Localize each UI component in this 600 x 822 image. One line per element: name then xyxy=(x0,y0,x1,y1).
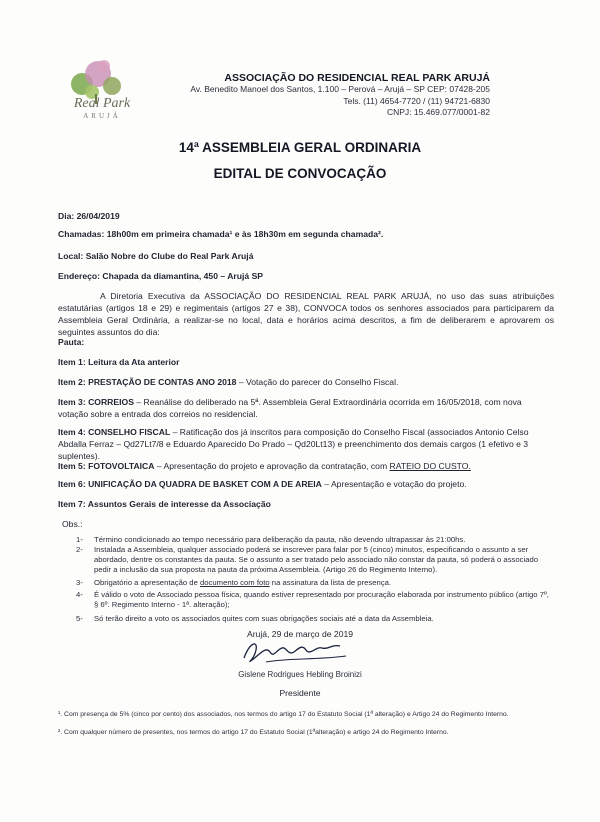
obs-item-3 xyxy=(0,578,600,590)
item-head: Item 2: PRESTAÇÃO DE CONTAS ANO 2018 xyxy=(58,377,237,387)
handwritten-signature xyxy=(236,636,356,670)
date-place: Arujá, 29 de março de 2019 xyxy=(246,629,354,639)
logo-city: ARUJÁ xyxy=(83,112,121,120)
agenda-item-6 xyxy=(58,478,554,490)
item-text: – Ratificação dos já inscritos para composição do Conselho Fiscal (associados Antonio Celso Abdalla Ferraz – Qd27Lt7/8 e Eduardo Aparecido Do Prado – Qd20Lt13) e preenchimento dos demais cargos (1 efetivo e 3 suplentes). xyxy=(58,427,529,461)
signer-role: Presidente xyxy=(279,688,321,698)
obs-item-4 xyxy=(0,590,600,612)
obs-label: Obs.: xyxy=(62,519,83,529)
item-text: – Apresentação e votação do projeto. xyxy=(321,479,467,489)
agenda-item-7 xyxy=(58,498,554,510)
obs-num: 4- xyxy=(76,590,83,599)
pauta-label: Pauta: xyxy=(58,337,85,347)
letterhead xyxy=(150,72,490,119)
agenda-item-4 xyxy=(58,426,554,462)
obs-item-5 xyxy=(0,614,600,626)
obs-text: Instalada a Assembleia, qualquer associado poderá se inscrever para falar por 5 (cinco) minutos, especificando o assunto a ser abordado, dentre os constantes da pauta. Se o assunto a ser tratado pelo associado não constar da pauta, só poderá o associado pedir a inclusão da sua proposta na pauta da próxima Assembleia. (Artigo 26 do Regimento Interno). xyxy=(94,545,539,575)
obs-text: Término condicionado ao tempo necessário para deliberação da pauta, não devendo ultrapassar às 21:00hs. xyxy=(94,535,466,544)
item-head: Item 5: FOTOVOLTAICA xyxy=(58,461,155,471)
agenda-item-5 xyxy=(58,460,554,472)
item-text: – Apresentação do projeto e aprovação da contratação, com xyxy=(154,461,390,471)
obs-text: É válido o voto de Associado pessoa física, quando estiver representado por procuração elaborada por instrumento público (artigo 7º, § 6º. Regimento Interno - 1ª. alteração); xyxy=(94,590,549,610)
agenda-item-3 xyxy=(58,396,554,420)
item-head: Item 3: CORREIOS xyxy=(58,397,134,407)
meeting-calls: Chamadas: 18h00m em primeira chamada¹ e às 18h30m em segunda chamada². xyxy=(58,229,384,239)
obs-num: 3- xyxy=(76,578,83,587)
meeting-location: Local: Salão Nobre do Clube do Real Park Arujá xyxy=(58,251,254,261)
obs-num: 1- xyxy=(76,535,83,544)
agenda-item-2 xyxy=(58,376,554,388)
footnote-2: ². Com qualquer número de presentes, nos termos do artigo 17 do Estatuto Social (1ªalteração) e artigo 24 do Regimento Interno. xyxy=(58,729,449,736)
item-text: – Votação do parecer do Conselho Fiscal. xyxy=(236,377,399,387)
footnote-1: ¹. Com presença de 5% (cinco por cento) dos associados, nos termos do artigo 17 do Estatuto Social (1ª alteração) e Artigo 24 do Regimento Interno. xyxy=(58,711,509,718)
obs-text: Só terão direito a voto os associados quites com suas obrigações sociais até a data da Assembleia. xyxy=(94,614,434,623)
signer-name: Gislene Rodrigues Hebling Broinizi xyxy=(238,670,362,679)
item-head: Item 4: CONSELHO FISCAL xyxy=(58,427,171,437)
item-head: Item 7: Assuntos Gerais de interesse da Associação xyxy=(58,499,271,509)
obs-num: 2- xyxy=(76,545,83,554)
meeting-address: Endereço: Chapada da diamantina, 450 – Arujá SP xyxy=(58,271,264,281)
item-head: Item 1: Leitura da Ata anterior xyxy=(58,357,180,367)
org-phones: Tels. (11) 4654-7720 / (11) 94721-6830 xyxy=(343,95,490,106)
org-name: ASSOCIAÇÃO DO RESIDENCIAL REAL PARK ARUJÁ xyxy=(224,72,490,84)
obs-text-underlined: documento com foto xyxy=(200,578,270,587)
org-cnpj: CNPJ: 15.469.077/0001-82 xyxy=(386,107,490,117)
item-head: Item 6: UNIFICAÇÃO DA QUADRA DE BASKET COM A DE AREIA xyxy=(58,479,322,489)
meeting-date: Dia: 26/04/2019 xyxy=(58,211,120,221)
obs-text: Obrigatório a apresentação de xyxy=(94,578,200,587)
assembly-title: 14ª ASSEMBLEIA GERAL ORDINARIA xyxy=(178,140,422,155)
edital-title: EDITAL DE CONVOCAÇÃO xyxy=(213,166,387,181)
obs-num: 5- xyxy=(76,614,83,623)
obs-text-after: na assinatura da lista de presença. xyxy=(269,578,392,587)
item-text: – Reanálise do deliberado na 5ª. Assembleia Geral Extraordinária ocorrida em 16/05/2018, com nova votação sobre a entrada dos correios no residencial. xyxy=(58,397,522,419)
item-extra: RATEIO DO CUSTO. xyxy=(389,461,471,471)
logo-name: Real Park xyxy=(73,96,131,111)
agenda-item-1 xyxy=(58,356,554,368)
org-address: Av. Benedito Manoel dos Santos, 1.100 – Perová – Arujá – SP CEP: 07428-205 xyxy=(190,84,490,94)
obs-item-2 xyxy=(0,545,600,579)
intro-paragraph: A Diretoria Executiva da ASSOCIAÇÃO DO RESIDENCIAL REAL PARK ARUJÁ, no uso das suas atribuições estatutárias (artigos 18 e 29) e regimentais (artigos 27 e 38), CONVOCA todos os senhores associados para participarem da Assembleia Geral Ordinária, a realizar-se no local, data e horários acima descritos, a fim de deliberarem e aprovarem os seguintes assuntos do dia: xyxy=(58,291,554,337)
obs-text-wrap xyxy=(94,578,554,588)
